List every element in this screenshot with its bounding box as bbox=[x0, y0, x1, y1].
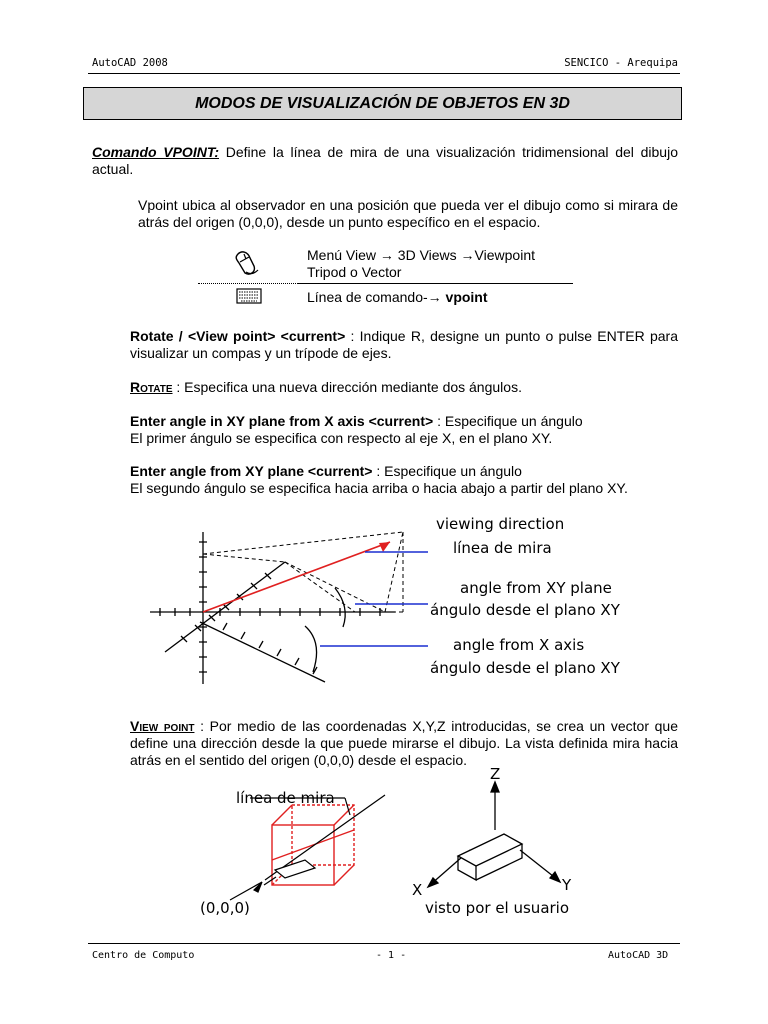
fig1-label-angle-xy: angle from XY plane bbox=[460, 579, 612, 597]
keyboard-icon bbox=[236, 287, 262, 310]
fig2-label-origin: (0,0,0) bbox=[200, 899, 250, 917]
header-divider bbox=[88, 73, 680, 74]
viewpoint-label: View point bbox=[130, 718, 195, 734]
header-right: SENCICO - Arequipa bbox=[564, 57, 678, 69]
page-number: - 1 - bbox=[376, 950, 407, 961]
fig2-label-linea-de-mira: línea de mira bbox=[236, 789, 335, 807]
menu-dotted-divider bbox=[198, 283, 298, 284]
rotate-prompt-paragraph: Rotate / <View point> <current> : Indique R, designe un punto o pulse ENTER para visualizar un compas y un trípode de ejes. bbox=[130, 328, 678, 361]
viewing-arrowhead bbox=[379, 542, 390, 552]
angle-xy-paragraph: Enter angle in XY plane from X axis <current> : Especifique un ángulo El primer ángulo se especifica con respecto al eje X, en el plano XY. bbox=[130, 413, 583, 446]
intro-paragraph bbox=[92, 144, 678, 178]
page-header bbox=[92, 57, 678, 74]
footer-divider bbox=[88, 943, 680, 944]
vpoint-command: vpoint bbox=[445, 289, 488, 305]
page-title: MODOS DE VISUALIZACIÓN DE OBJETOS EN 3D bbox=[195, 94, 570, 112]
menu-path-line1: Menú View → 3D Views →Viewpoint bbox=[307, 247, 535, 263]
fig2-axis-x: X bbox=[412, 881, 423, 899]
viewpoint-definition: View point : Por medio de las coordenadas X,Y,Z introducidas, se crea un vector que define una dirección desde la que puede mirarse el dibujo. La vista definida mira hacia atrás en el sentido del origen (0,0,0) desde el espacio. bbox=[130, 718, 678, 768]
rotate-definition: Rotate : Especifica una nueva dirección mediante dos ángulos. bbox=[130, 379, 522, 395]
menu-divider bbox=[298, 283, 573, 284]
footer-left: Centro de Computo bbox=[92, 950, 195, 961]
diagonal-axis-2 bbox=[200, 622, 325, 682]
footer-right: AutoCAD 3D bbox=[608, 950, 669, 961]
viewing-line bbox=[203, 542, 390, 612]
fig1-label-viewing-direction: viewing direction bbox=[436, 515, 565, 533]
fig2-label-user-view: visto por el usuario bbox=[425, 899, 570, 917]
angle-from-xy-paragraph: Enter angle from XY plane <current> : Especifique un ángulo El segundo ángulo se especifica hacia arriba o hacia abajo a partir del plano XY. bbox=[130, 463, 628, 496]
fig1-label-angulo-x: ángulo desde el plano XY bbox=[430, 659, 620, 677]
command-line-text: Línea de comando-→ vpoint bbox=[307, 289, 488, 305]
fig1-label-linea-de-mira: línea de mira bbox=[453, 539, 552, 557]
menu-path-line2: Tripod o Vector bbox=[307, 264, 402, 280]
vpoint-command-text: Define la línea de mira de una visualización tridimensional del dibujo actual. bbox=[92, 144, 678, 177]
page-title-box bbox=[83, 87, 682, 120]
fig1-label-angle-x: angle from X axis bbox=[453, 636, 585, 654]
header-left: AutoCAD 2008 bbox=[92, 57, 168, 69]
mouse-icon bbox=[232, 250, 262, 281]
user-view-axes bbox=[428, 782, 560, 887]
rotate-label: Rotate bbox=[130, 379, 173, 395]
fig2-axis-y: Y bbox=[562, 876, 572, 894]
fig1-label-angulo-xy: ángulo desde el plano XY bbox=[430, 601, 620, 619]
vpoint-paragraph: Vpoint ubica al observador en una posición que pueda ver el dibujo como si mirara de atrás del origen (0,0,0), desde un punto específico en el espacio. bbox=[138, 197, 678, 230]
vpoint-command-label: Comando VPOINT: bbox=[92, 144, 219, 160]
fig2-axis-z: Z bbox=[490, 765, 501, 783]
